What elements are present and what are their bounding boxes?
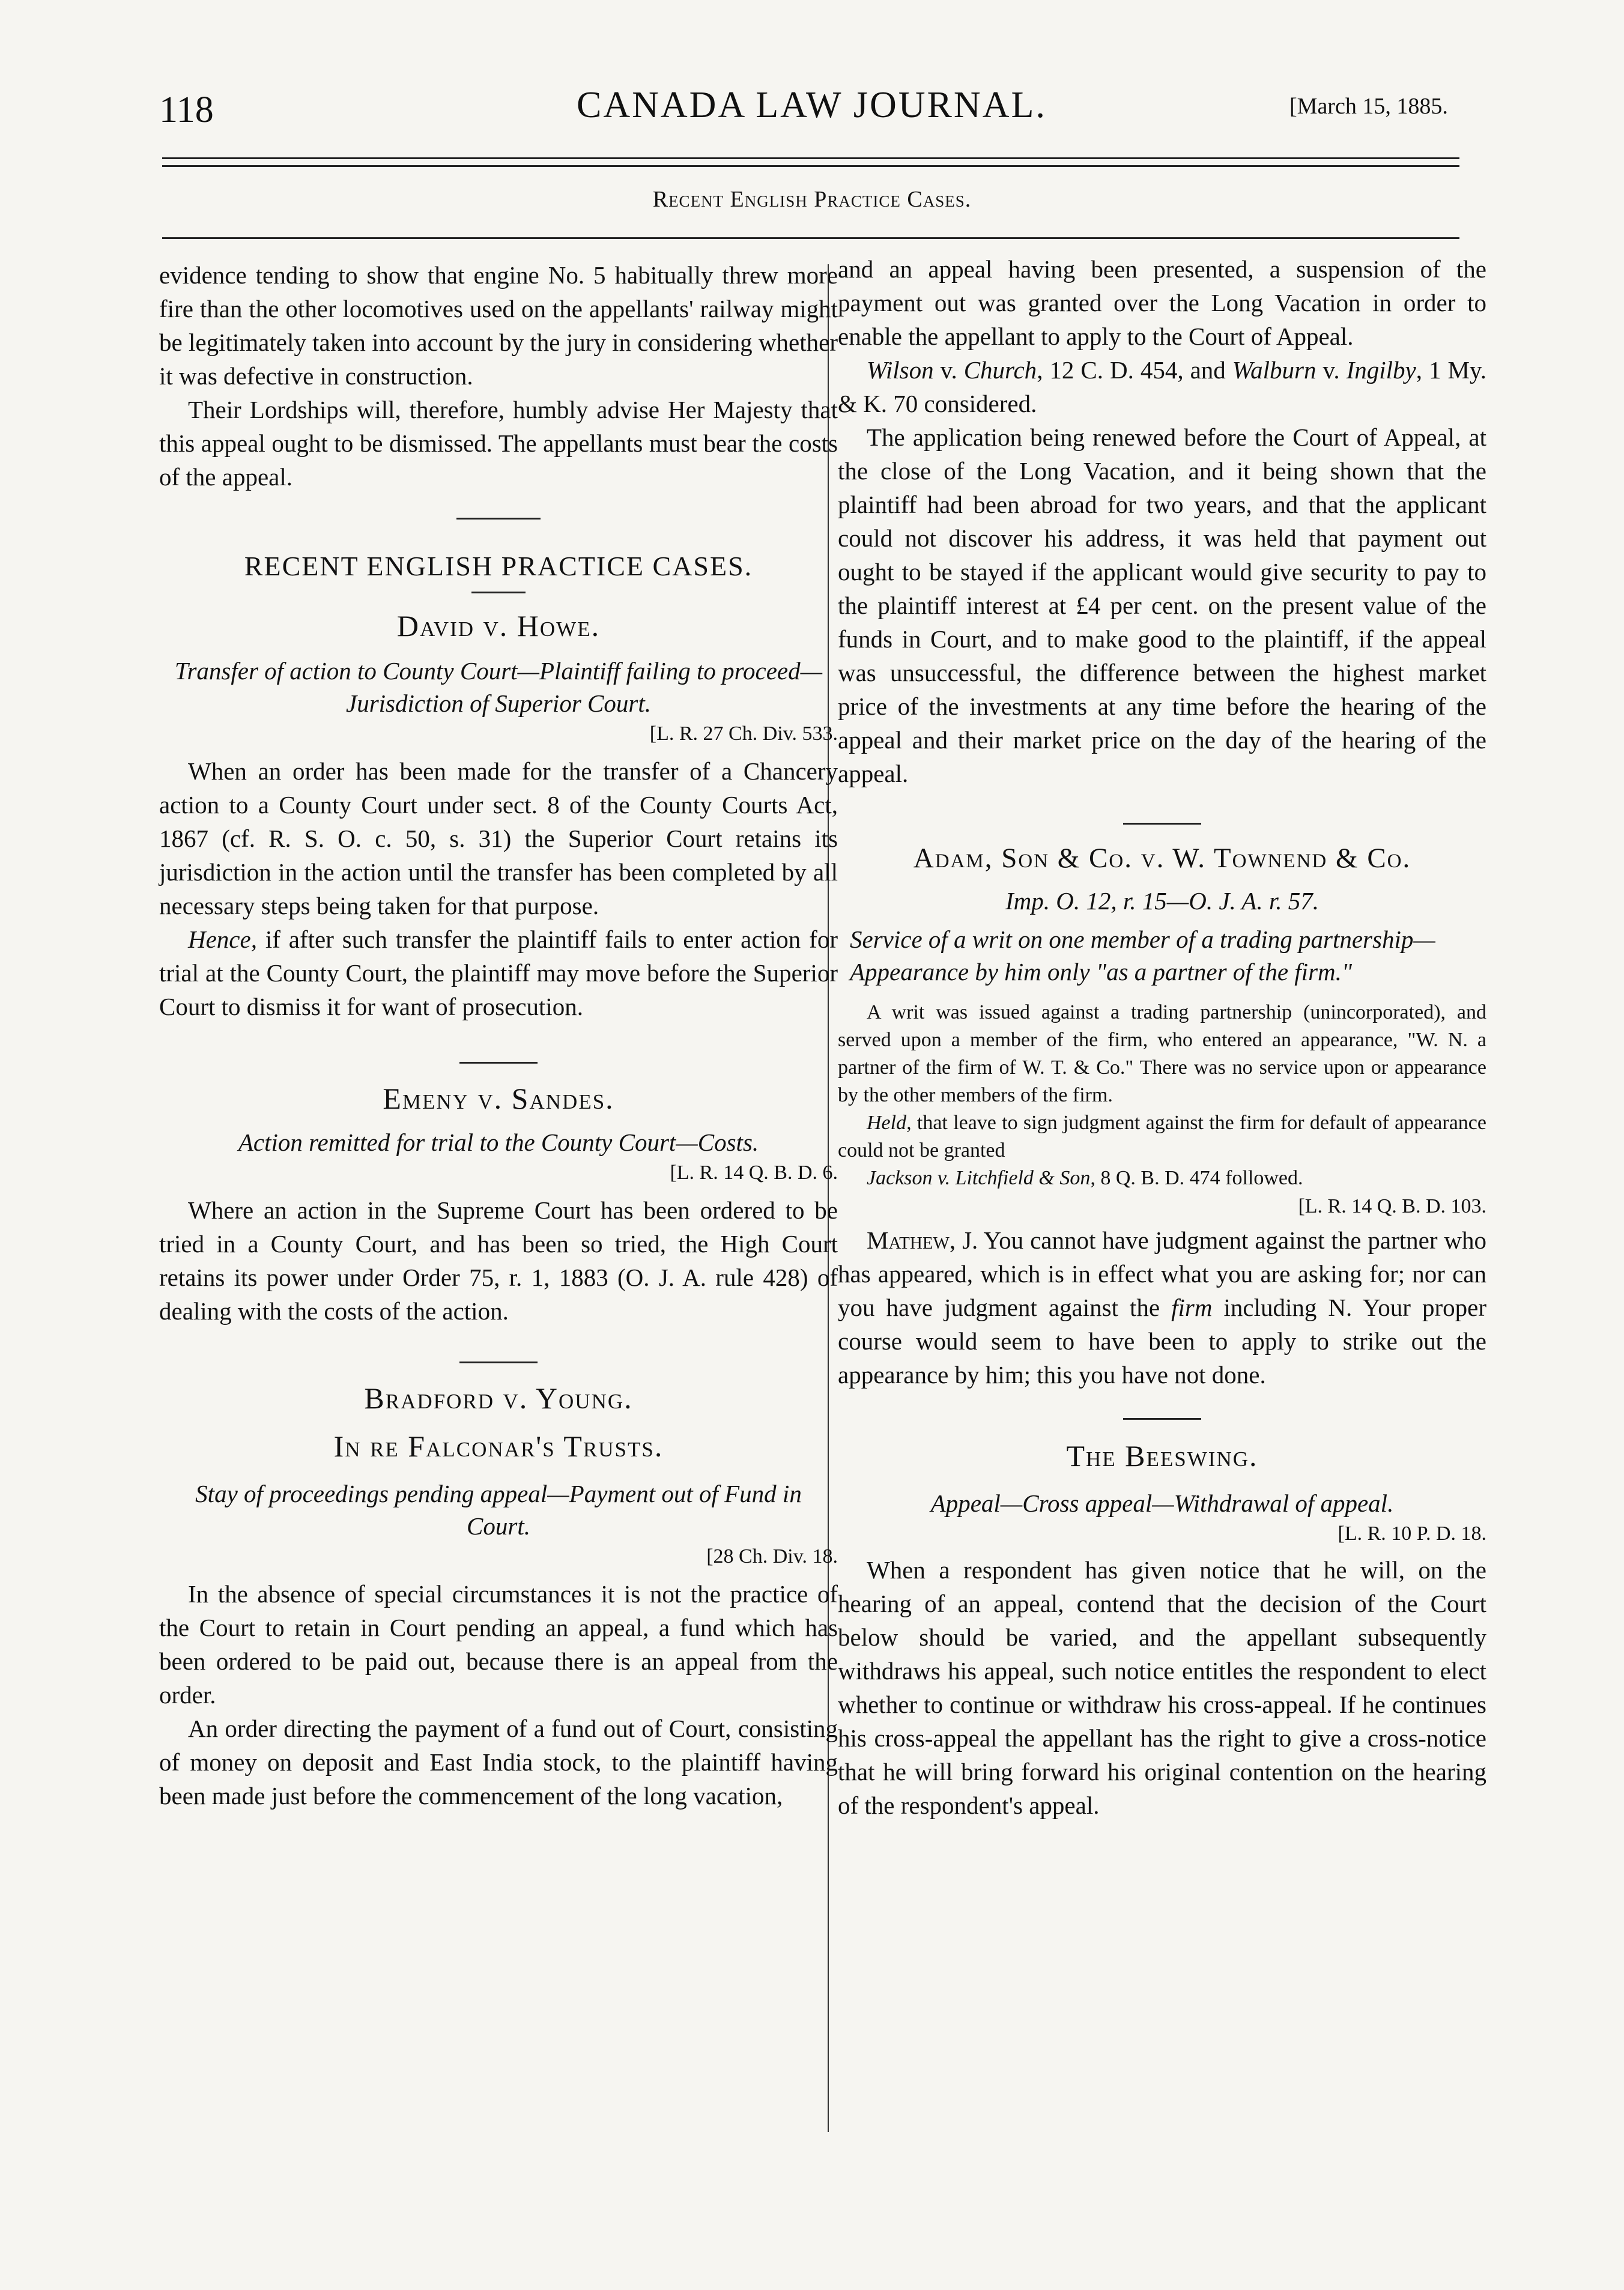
- citation: [L. R. 14 Q. B. D. 6.: [670, 1162, 838, 1184]
- case-title-emeny-v-sandes: Emeny v. Sandes.: [383, 1082, 614, 1115]
- case-title-the-beeswing: The Beeswing.: [1066, 1439, 1258, 1473]
- v: v.: [933, 356, 964, 384]
- left-column: [159, 258, 838, 1813]
- citation: [28 Ch. Div. 18.: [706, 1545, 838, 1568]
- case-paragraph: When a respondent has given notice that he will, on the hearing of an appeal, contend that the decision of the Court below should be varied, and the appellant subsequently withdraws his appeal, such notice entitles the respondent to elect whether to continue or withdraw his cross-appeal. If he continues his cross-appeal the appellant has the right to give a cross-notice that he will bring forward his original contention on the hearing of the respondent's appeal.: [838, 1556, 1486, 1819]
- case-name: Ingilby: [1346, 356, 1416, 384]
- case-paragraph: When an order has been made for the transfer of a Chancery action to a County Court under sect. 8 of the County Courts Act, 1867 (cf. R. S. O. c. 50, s. 31) the Superior Court retains its jurisdiction in the action until the transfer has been completed by all necessary steps being taken for that purpose.: [159, 757, 838, 919]
- rule-reference: Imp. O. 12, r. 15—O. J. A. r. 57.: [1005, 887, 1319, 915]
- issue-date: [March 15, 1885.: [1289, 94, 1448, 119]
- case-subtitle-falconar: In re Falconar's Trusts.: [333, 1429, 664, 1463]
- case-divider: [459, 1362, 538, 1363]
- case-paragraph: Where an action in the Supreme Court has been ordered to be tried in a County Court, and has been so tried, the High Court retains its power under Order 75, r. 1, 1883 (O. J. A. rule 428) of dealing with the costs of the action.: [159, 1196, 838, 1325]
- continued-paragraph: evidence tending to show that engine No. 5 habitually threw more fire than the other locomotives used on the appellants' railway might be legitimately taken into account by the jury in considering whether it was defective in construction.: [159, 261, 838, 390]
- citation-text: , 1 My. & K. 70 considered.: [838, 356, 1486, 417]
- case-divider: [1123, 1418, 1201, 1420]
- case-name: Walburn: [1232, 356, 1316, 384]
- headnote: Transfer of action to County Court—Plaintiff failing to proceed—Jurisdiction of Superior Court.: [174, 657, 823, 717]
- header-rule-upper: [162, 157, 1459, 159]
- citation: [L. R. 10 P. D. 18.: [1338, 1522, 1486, 1545]
- headnote: Stay of proceedings pending appeal—Payment out of Fund in Court.: [195, 1480, 802, 1540]
- v: v.: [1316, 356, 1347, 384]
- emphasis: firm: [1171, 1294, 1213, 1321]
- page-number: 118: [159, 89, 214, 130]
- case-divider: [459, 1062, 538, 1064]
- right-column: [838, 252, 1486, 1822]
- case-name: Church: [963, 356, 1037, 384]
- case-paragraph-text: if after such transfer the plaintiff fails to enter action for trial at the County Court, the plaintiff may move before the Superior Court to dismiss it for want of prosecution.: [159, 925, 838, 1020]
- continued-paragraph: and an appeal having been presented, a suspension of the payment out was granted over the Long Vacation in order to enable the appellant to apply to the Court of Appeal.: [838, 255, 1486, 350]
- case-title-david-v-howe: David v. Howe.: [396, 609, 601, 643]
- case-paragraph-text: You cannot have judgment against the partner who has appeared, which is in effect what you are asking for; nor can you have judgment against the: [838, 1226, 1486, 1321]
- held-text: that leave to sign judgment against the firm for default of appearance could not be granted: [838, 1112, 1486, 1162]
- case-paragraph: [159, 922, 838, 1023]
- case-name: Wilson: [867, 356, 934, 384]
- case-paragraph: An order directing the payment of a fund out of Court, consisting of money on deposit and East India stock, to the plaintiff having been made just before the commencement of the long vacation,: [159, 1715, 838, 1810]
- case-facts: A writ was issued against a trading partnership (unincorporated), and served upon a member of the firm, who entered an appearance, "W. N. a partner of the firm of W. T. & Co." There was no service upon or appearance by the other members of the firm.: [838, 1001, 1486, 1106]
- divider: [471, 592, 526, 593]
- section-title: RECENT ENGLISH PRACTICE CASES.: [244, 551, 753, 581]
- headnote: Appeal—Cross appeal—Withdrawal of appeal.: [930, 1489, 1394, 1517]
- case-paragraph: In the absence of special circumstances it is not the practice of the Court to retain in Court pending an appeal, a fund which has been ordered to be paid out, because there is an appeal from the order.: [159, 1580, 838, 1709]
- considered-line: [838, 353, 1486, 420]
- case-name: Jackson v. Litchfield & Son,: [867, 1167, 1095, 1189]
- case-title-bradford-v-young: Bradford v. Young.: [364, 1381, 633, 1415]
- held-label: Held,: [867, 1112, 912, 1134]
- journal-title: CANADA LAW JOURNAL.: [577, 85, 1047, 126]
- followed-text: 8 Q. B. D. 474 followed.: [1095, 1167, 1303, 1189]
- headnote: Action remitted for trial to the County Court—Costs.: [238, 1128, 759, 1156]
- running-head-rule: [162, 237, 1459, 239]
- judgment-conclusion: Their Lordships will, therefore, humbly advise Her Majesty that this appeal ought to be dismissed. The appellants must bear the costs of the appeal.: [159, 396, 838, 491]
- held: [838, 1109, 1486, 1165]
- section-divider: [456, 518, 541, 519]
- judge-name: Mathew, J.: [867, 1226, 978, 1254]
- case-title-adam-v-townend: Adam, Son & Co. v. W. Townend & Co.: [913, 843, 1411, 874]
- case-paragraph-text: including N. Your proper course would seem to have been to apply to strike out the appearance by him; this you have not done.: [838, 1294, 1486, 1389]
- case-paragraph: [838, 1223, 1486, 1392]
- citation: [L. R. 14 Q. B. D. 103.: [1298, 1195, 1486, 1217]
- citation: [L. R. 27 Ch. Div. 533.: [649, 722, 838, 745]
- headnote: Service of a writ on one member of a trading partnership—Appearance by him only "as a partner of the firm.": [850, 925, 1435, 986]
- header-rule-lower: [162, 165, 1459, 167]
- case-divider: [1123, 823, 1201, 825]
- emphasis: Hence,: [188, 925, 257, 953]
- running-head: Recent English Practice Cases.: [652, 187, 972, 212]
- followed: [838, 1165, 1486, 1192]
- case-paragraph: The application being renewed before the Court of Appeal, at the close of the Long Vacation, and it being shown that the plaintiff had been abroad for two years, and that the applicant could not discover his address, it was held that payment out ought to be stayed if the applicant would give security to pay to the plaintiff interest at £4 per cent. on the present value of the funds in Court, and to make good to the plaintiff, if the appeal was unsuccessful, the difference between the highest market price of the investments at any time before the hearing of the appeal and their market price on the day of the hearing of the appeal.: [838, 423, 1486, 787]
- citation-text: , 12 C. D. 454, and: [1037, 356, 1232, 384]
